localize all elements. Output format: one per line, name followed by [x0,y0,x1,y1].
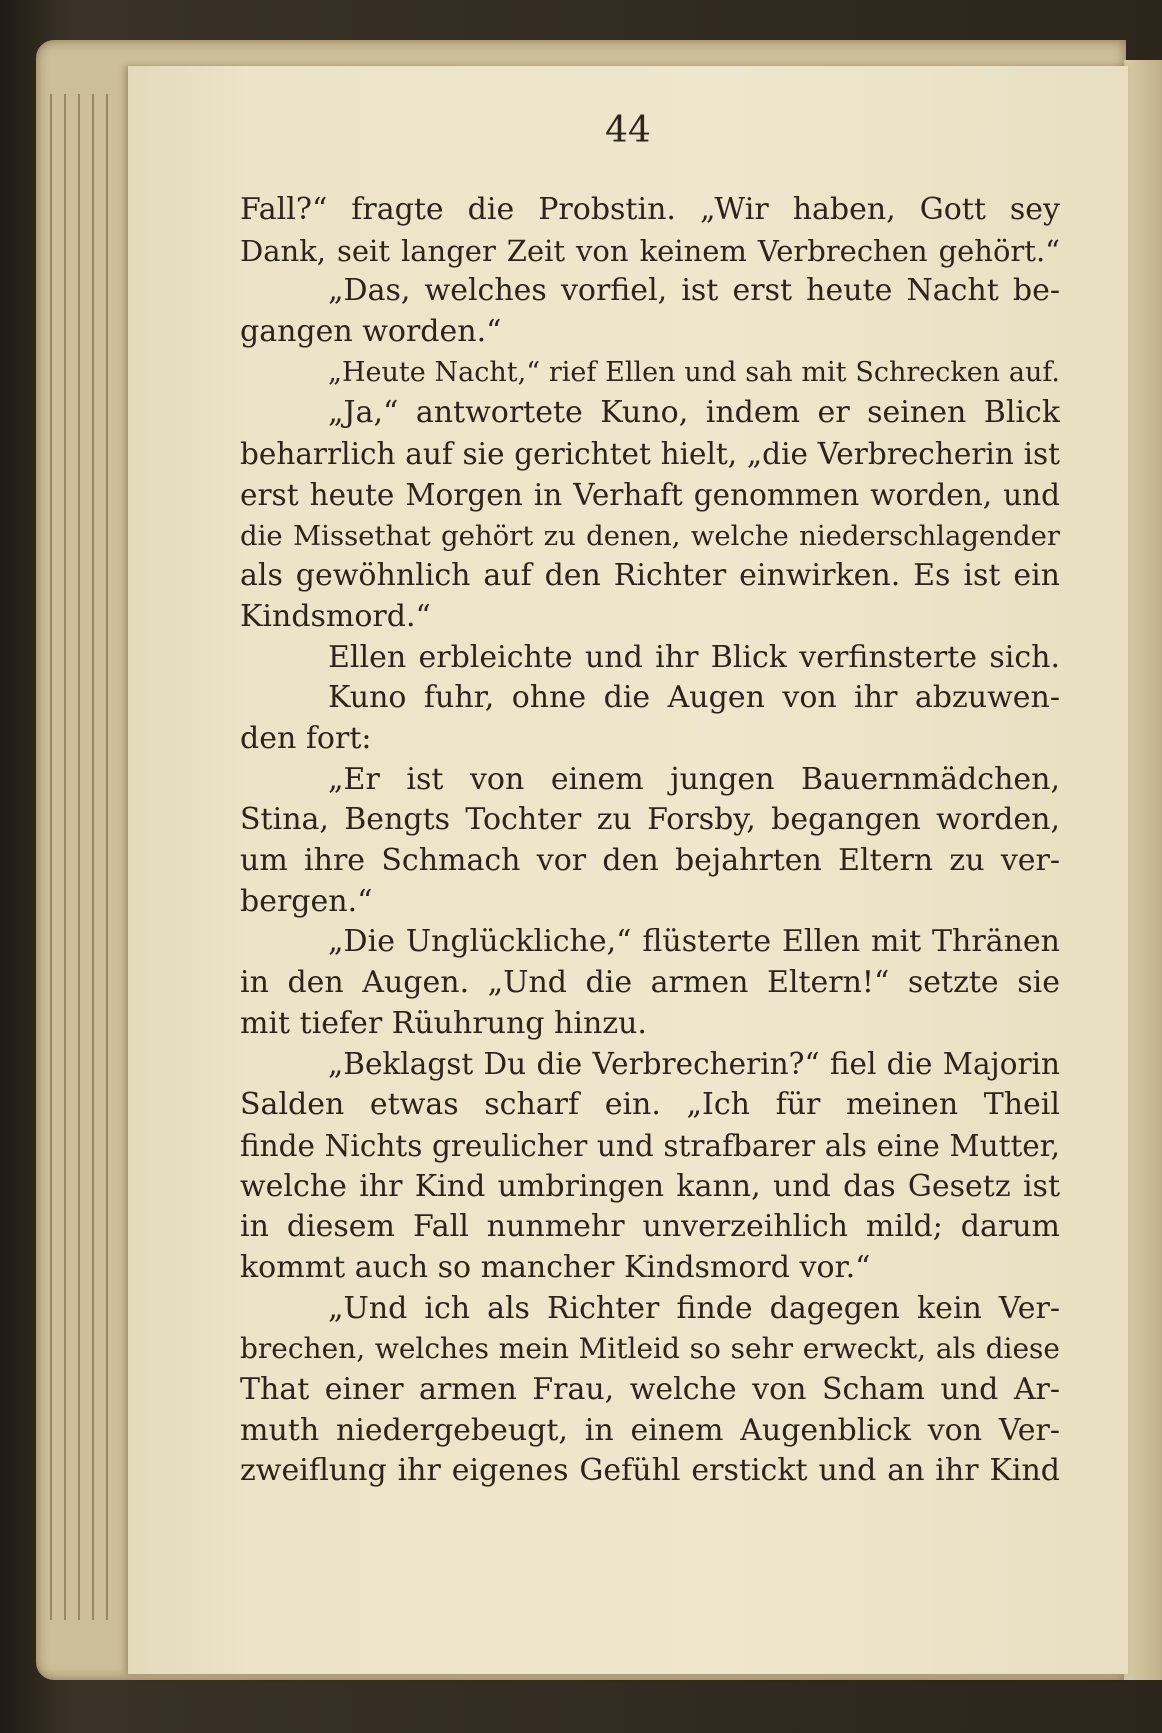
page-edge-line [92,94,94,1620]
text-line: beharrlich auf sie gerichtet hielt, „die Verbrecherin ist [240,437,1060,472]
text-line: Fall?“ fragte die Probstin. „Wir haben, Gott sey [240,192,1060,227]
page-edge-line [106,94,108,1620]
text-line: die Missethat gehört zu denen, welche niederschlagender [240,519,1060,552]
text-line: zweiflung ihr eigenes Gefühl erstickt und an ihr Kind [240,1453,1060,1489]
text-line: in den Augen. „Und die armen Eltern!“ setzte sie [240,965,1060,1001]
text-line: welche ihr Kind umbringen kann, und das Gesetz ist [240,1168,1060,1204]
page-edge-line [50,94,52,1620]
text-line: „Beklagst Du die Verbrecherin?“ fiel die Majorin [328,1047,1060,1082]
text-line: gangen worden.“ [240,314,502,350]
text-line: muth niedergebeugt, in einem Augenblick von Ver- [240,1412,1060,1448]
text-line: „Er ist von einem jungen Bauernmädchen, [328,761,1060,797]
text-line: in diesem Fall nunmehr unverzeihlich mild; darum [240,1209,1060,1245]
facing-page-edge [1124,60,1162,1680]
text-line: um ihre Schmach vor den bejahrten Eltern zu ver- [240,843,1060,878]
page-edge-line [64,94,66,1620]
text-line: brechen, welches mein Mitleid so sehr erweckt, als diese [240,1332,1060,1366]
text-line: Salden etwas scharf ein. „Ich für meinen Theil [240,1087,1060,1123]
text-line: That einer armen Frau, welche von Scham und Ar- [240,1371,1060,1407]
text-line: Kindsmord.“ [240,598,431,634]
text-line: finde Nichts greulicher und strafbarer als eine Mutter, [240,1128,1060,1163]
text-line: „Das, welches vorfiel, ist erst heute Nacht be- [328,273,1060,309]
text-line: kommt auch so mancher Kindsmord vor.“ [240,1249,871,1285]
text-line: Ellen erbleichte und ihr Blick verfinsterte sich. [328,639,1060,675]
text-line: mit tiefer Rüuhrung hinzu. [240,1005,647,1041]
text-line: als gewöhnlich auf den Richter einwirken. Es ist ein [240,558,1060,594]
text-line: Kuno fuhr, ohne die Augen von ihr abzuwen- [328,680,1060,716]
text-line: bergen.“ [240,883,373,919]
body-text [240,190,1060,1492]
page-edge-line [78,94,80,1620]
text-line: „Die Unglückliche,“ flüsterte Ellen mit Thränen [328,924,1060,960]
text-line: Dank, seit langer Zeit von keinem Verbrechen gehört.“ [240,233,1060,268]
page-number: 44 [605,110,651,151]
text-line: den fort: [240,720,372,756]
text-line: „Ja,“ antwortete Kuno, indem er seinen Blick [328,395,1060,431]
text-line: erst heute Morgen in Verhaft genommen worden, und [240,477,1060,512]
book-page [128,66,1128,1674]
text-line: „Und ich als Richter finde dagegen kein Ver- [328,1290,1060,1326]
text-line: Stina, Bengts Tochter zu Forsby, begangen worden, [240,802,1060,838]
text-line: „Heute Nacht,“ rief Ellen und sah mit Schrecken auf. [328,356,1060,388]
